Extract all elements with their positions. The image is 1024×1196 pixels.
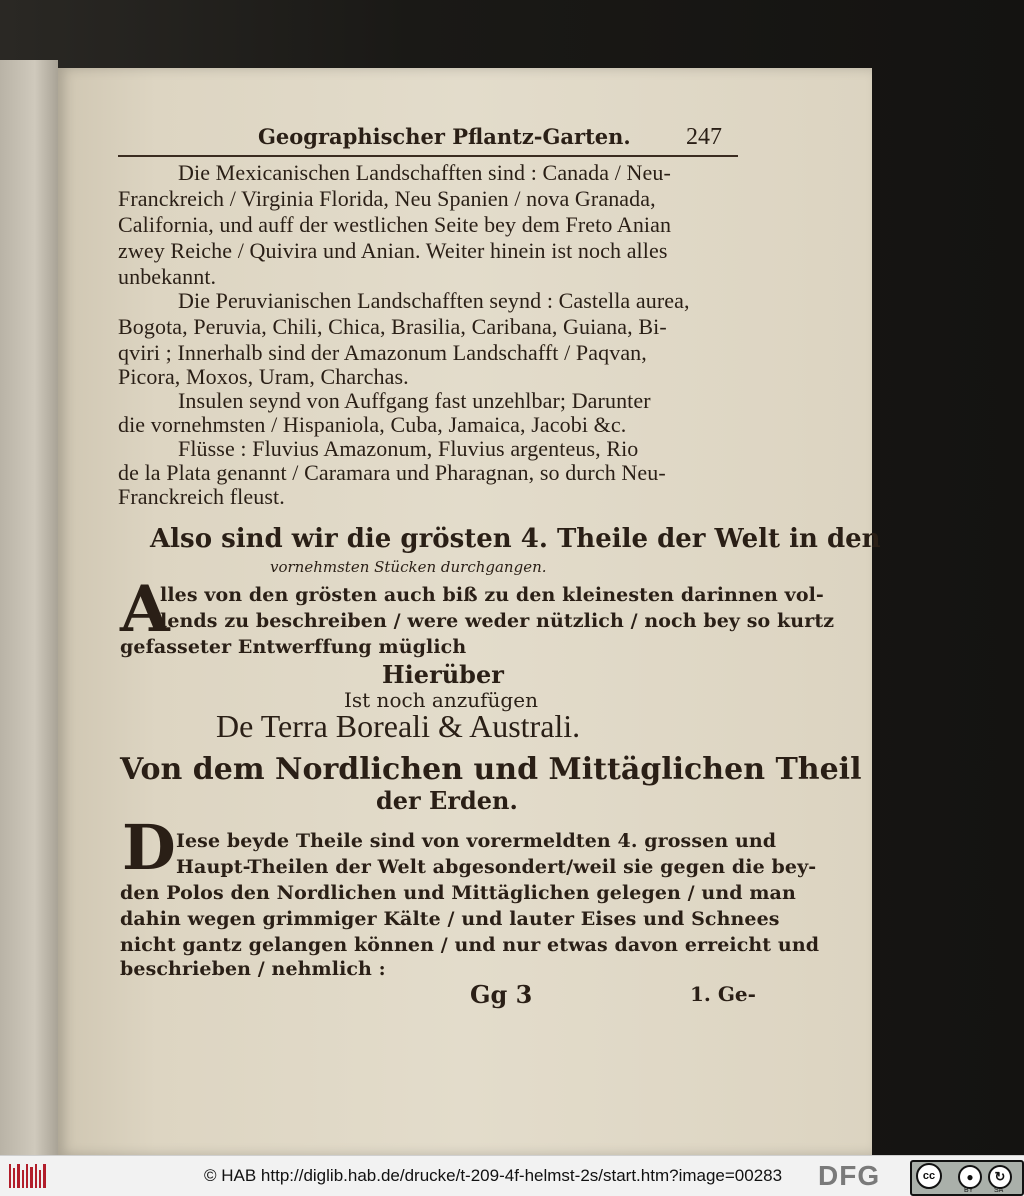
text-line: Franckreich fleust. — [118, 484, 285, 509]
text-line: gefasseter Entwerffung müglich — [120, 636, 467, 658]
text-line: Picora, Moxos, Uram, Charchas. — [118, 364, 409, 389]
drop-cap-initial: D — [122, 811, 176, 884]
page-number: 247 — [686, 124, 722, 150]
text-line: Die Mexicanischen Landschafften sind : Canada / Neu- — [178, 160, 671, 185]
viewer-footer — [0, 1155, 1024, 1196]
sa-label: SA — [994, 1187, 1004, 1194]
german-title: Von dem Nordlichen und Mittäglichen Theil — [120, 752, 862, 787]
text-line: de la Plata genannt / Caramara und Pharagnan, so durch Neu- — [118, 460, 666, 485]
text-line: qviri ; Innerhalb sind der Amazonum Landschafft / Paqvan, — [118, 340, 647, 365]
share-alike-icon: ↻ — [988, 1165, 1012, 1189]
facing-page-edge — [0, 60, 58, 1155]
cc-icon: cc — [916, 1163, 942, 1189]
text-line: Bogota, Peruvia, Chili, Chica, Brasilia, Caribana, Guiana, Bi- — [118, 314, 667, 339]
source-url-link[interactable]: © HAB http://diglib.hab.de/drucke/t-209-4f-helmst-2s/start.htm?image=00283 — [204, 1166, 783, 1185]
drop-cap-initial: A — [120, 572, 170, 647]
running-title: Geographischer Pflantz-Garten. — [258, 124, 631, 149]
section-subheading: vornehmsten Stücken durchgangen. — [270, 558, 547, 576]
text-line: California, und auff der westlichen Seite bey dem Freto Anian — [118, 212, 672, 237]
anzufuegen-heading: Ist noch anzufügen — [344, 688, 538, 712]
text-line: den Polos den Nordlichen und Mittäglichen gelegen / und man — [120, 882, 796, 904]
text-line: zwey Reiche / Quivira und Anian. Weiter hinein ist noch alles — [118, 238, 668, 263]
section-heading: Also sind wir die grösten 4. Theile der Welt in den — [150, 524, 881, 554]
text-line: lends zu beschreiben / were weder nützlich / noch bey so kurtz — [160, 610, 835, 632]
by-label: BY — [964, 1187, 974, 1194]
german-title-continued: der Erden. — [376, 786, 518, 815]
catchword: 1. Ge- — [690, 982, 756, 1006]
header-rule — [118, 155, 738, 157]
text-line: die vornehmsten / Hispaniola, Cuba, Jamaica, Jacobi &c. — [118, 412, 627, 437]
dfg-logo: DFG — [818, 1160, 881, 1191]
hierueber-heading: Hierüber — [382, 660, 504, 689]
text-line: dahin wegen grimmiger Kälte / und lauter Eises und Schnees — [120, 908, 780, 930]
text-line: unbekannt. — [118, 264, 217, 289]
text-line: Die Peruvianischen Landschafften seynd : Castella aurea, — [178, 288, 690, 313]
text-line: Flüsse : Fluvius Amazonum, Fluvius argenteus, Rio — [178, 436, 639, 461]
attribution-icon: ● — [958, 1165, 982, 1189]
text-line: Iese beyde Theile sind von vorermeldten 4. grossen und — [176, 830, 777, 852]
text-line: nicht gantz gelangen können / und nur etwas davon erreicht und — [120, 934, 820, 956]
latin-title: De Terra Boreali & Australi. — [216, 708, 581, 744]
signature-mark: Gg 3 — [470, 980, 533, 1009]
hab-logo-icon — [8, 1162, 48, 1190]
text-line: beschrieben / nehmlich : — [120, 958, 386, 980]
text-line: Haupt-Theilen der Welt abgesondert/weil sie gegen die bey- — [176, 856, 817, 878]
text-line: Franckreich / Virginia Florida, Neu Spanien / nova Granada, — [118, 186, 656, 211]
text-line: lles von den grösten auch biß zu den kleinesten darinnen vol- — [160, 584, 824, 606]
cc-license-badge[interactable] — [910, 1160, 1024, 1196]
text-line: Insulen seynd von Auffgang fast unzehlbar; Darunter — [178, 388, 651, 413]
